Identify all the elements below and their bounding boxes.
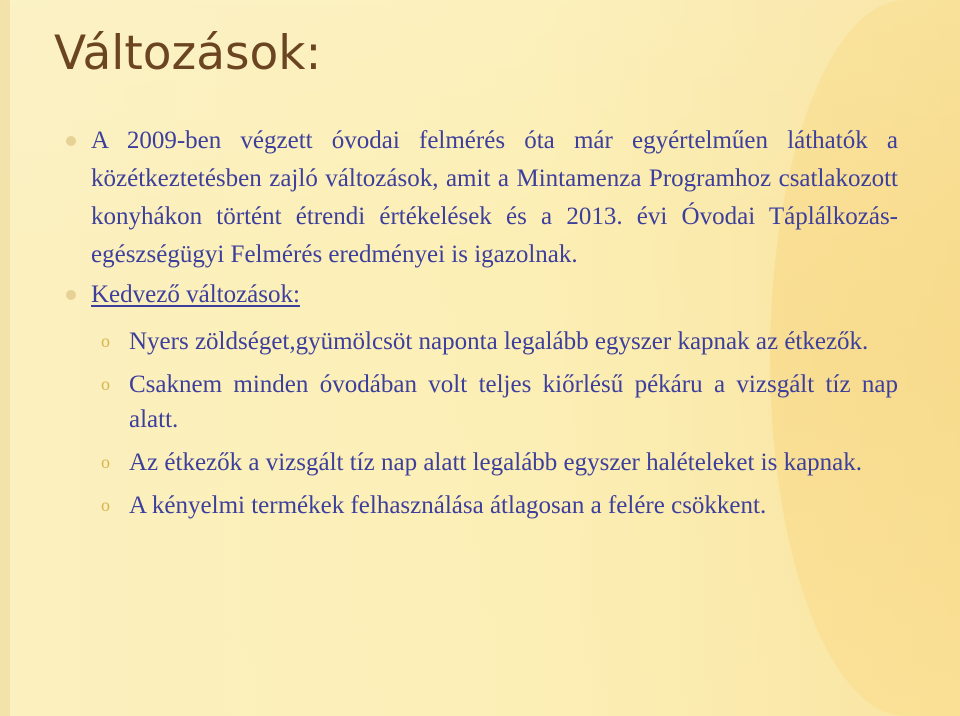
list-item-text: Az étkezők a vizsgált tíz nap alatt legalább egyszer halételeket is kapnak. (129, 449, 863, 476)
bullet-heading-positive-changes: Kedvező változások: (91, 276, 898, 314)
slide-content (91, 122, 898, 531)
left-decorative-band (0, 0, 10, 716)
positive-changes-list (91, 324, 898, 523)
circle-bullet-icon: o (101, 495, 110, 515)
slide-title: Változások: (54, 26, 322, 81)
list-item-text: Csaknem minden óvodában volt teljes kiőrlésű pékáru a vizsgált tíz nap alatt. (129, 371, 898, 433)
circle-bullet-icon: o (101, 331, 110, 351)
list-item-text: Nyers zöldséget,gyümölcsöt naponta legalább egyszer kapnak az étkezők. (129, 328, 869, 355)
list-item (101, 367, 898, 437)
list-item (101, 488, 898, 523)
bullet-paragraph-intro: A 2009-ben végzett óvodai felmérés óta már egyértelműen láthatók a közétkeztetésben zajló változások, amit a Mintamenza Programhoz csatlakozott konyhákon történt étrendi értékelések és a 2013. évi Óvodai Táplálkozás-egészségügyi Felmérés eredményei is igazolnak. (91, 122, 898, 274)
list-item (101, 324, 898, 359)
list-item (101, 445, 898, 480)
circle-bullet-icon: o (101, 452, 110, 472)
list-item-text: A kényelmi termékek felhasználása átlagosan a felére csökkent. (129, 492, 767, 519)
circle-bullet-icon: o (101, 374, 110, 394)
